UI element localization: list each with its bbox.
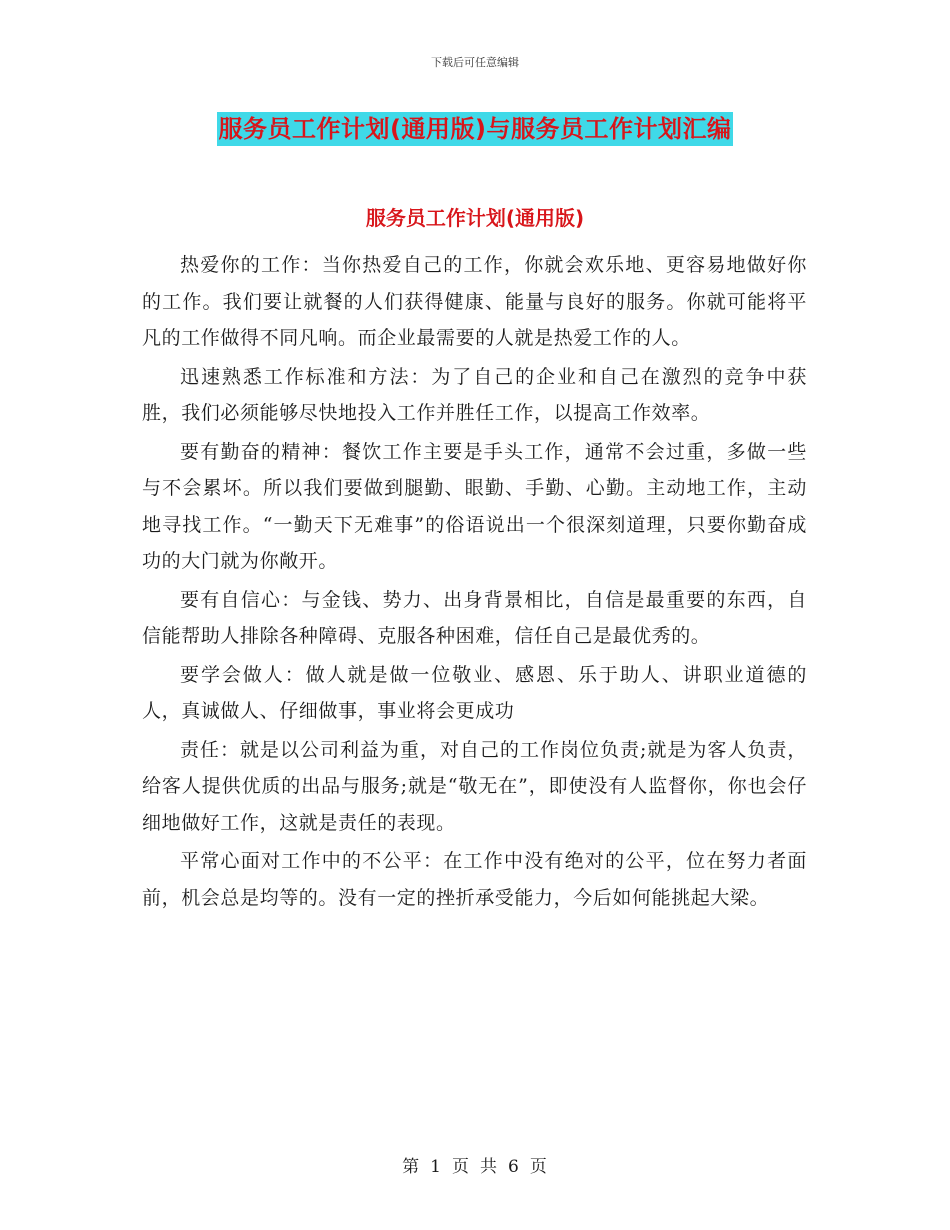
footer-page-word: 页 bbox=[452, 1157, 470, 1177]
footer-total-pages: 6 bbox=[508, 1157, 520, 1177]
document-body bbox=[142, 247, 807, 918]
paragraph: 要学会做人：做人就是做一位敬业、感恩、乐于助人、讲职业道德的人，真诚做人、仔细做事，事业将会更成功 bbox=[142, 663, 807, 722]
footer-current-page: 1 bbox=[430, 1157, 442, 1177]
paragraph: 责任：就是以公司利益为重，对自己的工作岗位负责;就是为客人负责，给客人提供优质的出品与服务;就是“敬无在”，即使没有人监督你，你也会仔细地做好工作，这就是责任的表现。 bbox=[142, 738, 807, 834]
header-note: 下载后可任意编辑 bbox=[431, 56, 519, 69]
document-title: 服务员工作计划(通用版)与服务员工作计划汇编 bbox=[217, 112, 734, 146]
paragraph: 要有勤奋的精神：餐饮工作主要是手头工作，通常不会过重，多做一些与不会累坏。所以我们要做到腿勤、眼勤、手勤、心勤。主动地工作，主动地寻找工作。“一勤天下无难事”的俗语说出一个很深刻道理，只要你勤奋成功的大门就为你敞开。 bbox=[142, 440, 807, 572]
paragraph: 要有自信心：与金钱、势力、出身背景相比，自信是最重要的东西，自信能帮助人排除各种障碍、克服各种困难，信任自己是最优秀的。 bbox=[142, 588, 807, 647]
page-footer bbox=[0, 1152, 950, 1177]
footer-suffix: 页 bbox=[529, 1157, 548, 1177]
paragraph: 平常心面对工作中的不公平：在工作中没有绝对的公平，位在努力者面前，机会总是均等的。没有一定的挫折承受能力，今后如何能挑起大梁。 bbox=[142, 850, 807, 909]
document-title-container bbox=[0, 112, 950, 146]
paragraph: 热爱你的工作：当你热爱自己的工作，你就会欢乐地、更容易地做好你的工作。我们要让就餐的人们获得健康、能量与良好的服务。你就可能将平凡的工作做得不同凡响。而企业最需要的人就是热爱工作的人。 bbox=[142, 254, 807, 349]
section-title: 服务员工作计划(通用版) bbox=[365, 206, 585, 230]
footer-prefix: 第 bbox=[402, 1157, 421, 1177]
paragraph: 迅速熟悉工作标准和方法：为了自己的企业和自己在激烈的竞争中获胜，我们必须能够尽快地投入工作并胜任工作，以提高工作效率。 bbox=[142, 365, 807, 424]
footer-total-word: 共 bbox=[480, 1157, 498, 1177]
